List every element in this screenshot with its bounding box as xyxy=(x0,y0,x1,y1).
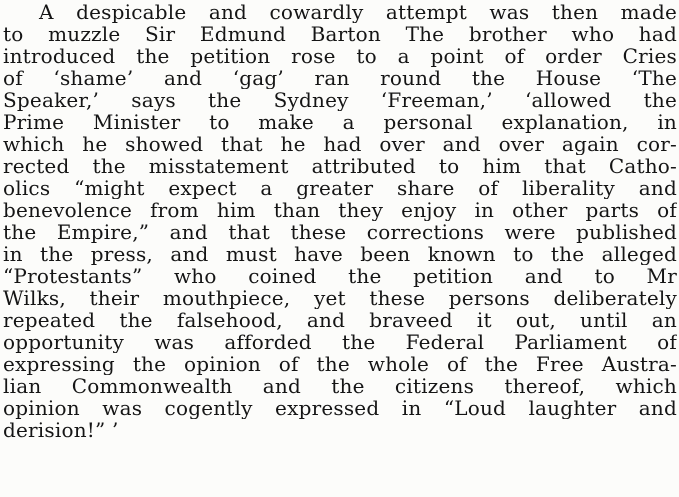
article-line: the Empire,” and that these corrections were published xyxy=(3,221,677,243)
article-line: Speaker,’ says the Sydney ‘Freeman,’ ‘allowed the xyxy=(3,89,677,111)
article-line: Wilks, their mouthpiece, yet these persons deliberately xyxy=(3,287,677,309)
article-line: olics “might expect a greater share of liberality and xyxy=(3,177,677,199)
article-line: benevolence from him than they enjoy in other parts of xyxy=(3,199,677,221)
article-line: which he showed that he had over and over again cor- xyxy=(3,133,677,155)
article-line: of ‘shame’ and ‘gag’ ran round the House ‘The xyxy=(3,67,677,89)
article-text xyxy=(3,1,677,441)
article-line: introduced the petition rose to a point of order Cries xyxy=(3,45,677,67)
article-line: “Protestants” who coined the petition and to Mr xyxy=(3,265,677,287)
article-line: rected the misstatement attributed to him that Catho- xyxy=(3,155,677,177)
article-line: to muzzle Sir Edmund Barton The brother who had xyxy=(3,23,677,45)
article-line: repeated the falsehood, and braveed it out, until an xyxy=(3,309,677,331)
article-line: opinion was cogently expressed in “Loud laughter and xyxy=(3,397,677,419)
article-line: A despicable and cowardly attempt was then made xyxy=(39,1,677,23)
article-line: in the press, and must have been known to the alleged xyxy=(3,243,677,265)
article-line: expressing the opinion of the whole of the Free Austra- xyxy=(3,353,677,375)
article-line: derision!” ’ xyxy=(3,419,119,441)
article-line: lian Commonwealth and the citizens thereof, which xyxy=(3,375,677,397)
article-line: opportunity was afforded the Federal Parliament of xyxy=(3,331,677,353)
article-line: Prime Minister to make a personal explanation, in xyxy=(3,111,677,133)
